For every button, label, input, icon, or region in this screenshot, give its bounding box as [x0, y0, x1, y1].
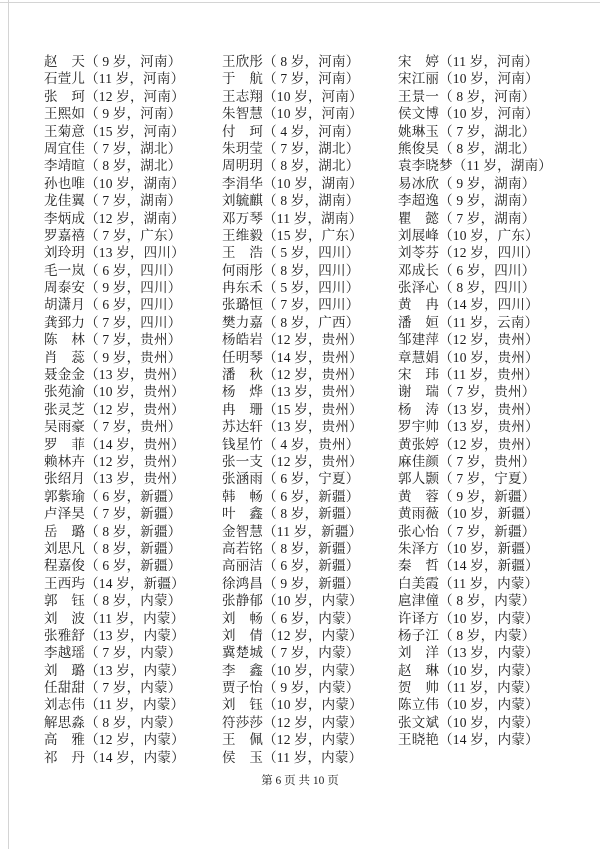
name-entry: 侯 玉（11 岁，内蒙）: [222, 749, 363, 765]
name-entry: 赵 天（ 9 岁，河南）: [44, 54, 182, 69]
name-entry: 邓成长（ 6 岁，四川）: [398, 262, 536, 278]
name-entry: 宋 玮（11 岁，贵州）: [398, 367, 539, 383]
name-entry: 刘玲玥（13 岁，四川）: [44, 245, 185, 261]
name-entry: 吴雨豪（ 7 岁，贵州）: [44, 419, 182, 435]
name-entry: 金智慧（11 岁，新疆）: [222, 523, 363, 539]
name-entry: 李炳成（12 岁，湖南）: [44, 210, 185, 226]
name-entry: 祁 丹（14 岁，内蒙）: [44, 749, 185, 765]
name-entry: 张静郁（10 岁，内蒙）: [222, 593, 363, 609]
name-entry: 李 鑫（10 岁，内蒙）: [222, 662, 363, 678]
name-entry: 钱星竹（ 4 岁，贵州）: [222, 436, 360, 452]
name-entry: 王景一（ 8 岁，河南）: [398, 88, 536, 104]
name-entry: 朱玥莹（ 7 岁，湖北）: [222, 140, 360, 156]
name-entry: 瞿 懿（ 7 岁，湖南）: [398, 210, 536, 226]
name-entry: 张泽心（ 8 岁，四川）: [398, 280, 536, 296]
name-entry: 赵 琳（10 岁，内蒙）: [398, 662, 539, 678]
name-entry: 王 浩（ 5 岁，四川）: [222, 245, 360, 261]
name-entry: 邹建萍（12 岁，贵州）: [398, 332, 539, 348]
name-entry: 王志翔（10 岁，河南）: [222, 88, 363, 104]
name-entry: 王晓艳（14 岁，内蒙）: [398, 732, 539, 748]
name-entry: 罗 菲（14 岁，贵州）: [44, 436, 185, 452]
name-entry: 韩 畅（ 6 岁，新疆）: [222, 488, 360, 504]
name-entry: 王 佩（12 岁，内蒙）: [222, 732, 363, 748]
name-entry: 麻佳颜（ 7 岁，贵州）: [398, 453, 536, 469]
name-entry: 张灵芝（12 岁，贵州）: [44, 401, 185, 417]
name-entry: 邓万琴（11 岁，湖南）: [222, 210, 363, 226]
name-entry: 付 珂（ 4 岁，河南）: [222, 123, 360, 139]
name-entry: 周明玥（ 8 岁，湖北）: [222, 158, 360, 174]
name-entry: 张一支（12 岁，贵州）: [222, 453, 363, 469]
name-entry: 李超逸（ 9 岁，湖南）: [398, 193, 536, 209]
name-entry: 毛一岚（ 6 岁，四川）: [44, 262, 182, 278]
name-entry: 冉东禾（ 5 岁，四川）: [222, 280, 360, 296]
name-entry: 叶 鑫（ 8 岁，新疆）: [222, 506, 360, 522]
name-entry: 龙佳翼（ 7 岁，湖南）: [44, 193, 182, 209]
name-entry: 黄张婷（12 岁，贵州）: [398, 436, 539, 452]
name-entry: 刘 畅（ 6 岁，内蒙）: [222, 610, 360, 626]
name-entry: 罗宇帅（13 岁，贵州）: [398, 419, 539, 435]
name-entry: 李涓华（10 岁，湖南）: [222, 175, 363, 191]
name-entry: 袁李晓梦（11 岁，湖南）: [398, 158, 552, 174]
name-entry: 解思淼（ 8 岁，内蒙）: [44, 714, 182, 730]
name-entry: 冀楚城（ 7 岁，内蒙）: [222, 645, 360, 661]
page-top-border: [0, 2, 600, 3]
name-entry: 何雨彤（ 8 岁，四川）: [222, 262, 360, 278]
name-entry: 陈 林（ 7 岁，贵州）: [44, 332, 182, 348]
name-entry: 宋江丽（10 岁，河南）: [398, 71, 539, 87]
name-entry: 孙也唯（10 岁，湖南）: [44, 175, 185, 191]
name-entry: 冉 珊（15 岁，贵州）: [222, 401, 363, 417]
page-number-footer: 第 6 页 共 10 页: [261, 775, 339, 787]
name-entry: 胡潇月（ 6 岁，四川）: [44, 297, 182, 313]
name-entry: 王熙如（ 9 岁，河南）: [44, 106, 182, 122]
name-entry: 刘志伟（11 岁，内蒙）: [44, 697, 185, 713]
name-entry: 王菊意（15 岁，河南）: [44, 123, 185, 139]
name-entry: 岳 璐（ 8 岁，新疆）: [44, 523, 182, 539]
name-entry: 苏达轩（13 岁，贵州）: [222, 419, 363, 435]
name-entry: 张雅舒（13 岁，内蒙）: [44, 627, 185, 643]
name-entry: 郭人颢（ 7 岁，宁夏）: [398, 471, 536, 487]
name-entry: 陈立伟（10 岁，内蒙）: [398, 697, 539, 713]
name-entry: 谢 瑞（ 7 岁，贵州）: [398, 384, 536, 400]
name-entry: 石萱儿（11 岁，河南）: [44, 71, 185, 87]
name-entry: 张 珂（12 岁，河南）: [44, 88, 185, 104]
name-column-2: [222, 53, 398, 766]
name-entry: 贾子怡（ 9 岁，内蒙）: [222, 680, 360, 696]
name-entry: 白美霞（11 岁，内蒙）: [398, 575, 539, 591]
name-column-3: [398, 53, 596, 766]
name-entry: 朱泽方（10 岁，新疆）: [398, 540, 539, 556]
name-entry: 易冰欣（ 9 岁，湖南）: [398, 175, 536, 191]
name-entry: 朱智慧（10 岁，河南）: [222, 106, 363, 122]
name-entry: 刘苓芬（12 岁，四川）: [398, 245, 539, 261]
name-entry: 刘展峰（10 岁，广东）: [398, 227, 539, 243]
name-entry: 高 雅（12 岁，内蒙）: [44, 732, 185, 748]
name-entry: 张涵雨（ 6 岁，宁夏）: [222, 471, 360, 487]
name-entry: 章慧娟（10 岁，贵州）: [398, 349, 539, 365]
name-entry: 熊俊昊（ 8 岁，湖北）: [398, 140, 536, 156]
name-entry: 任甜甜（ 7 岁，内蒙）: [44, 680, 182, 696]
name-entry: 王欣彤（ 8 岁，河南）: [222, 54, 360, 69]
name-column-1: [44, 53, 222, 766]
name-entry: 许译方（10 岁，内蒙）: [398, 610, 539, 626]
name-entry: 潘 姮（11 岁，云南）: [398, 314, 539, 330]
name-entry: 于 航（ 7 岁，河南）: [222, 71, 360, 87]
name-entry: 罗嘉禧（ 7 岁，广东）: [44, 227, 182, 243]
name-entry: 张文斌（10 岁，内蒙）: [398, 714, 539, 730]
name-entry: 杨 涛（13 岁，贵州）: [398, 401, 539, 417]
name-entry: 杨 烨（13 岁，贵州）: [222, 384, 363, 400]
name-entry: 杨子江（ 8 岁，内蒙）: [398, 627, 536, 643]
name-entry: 黄 冉（14 岁，四川）: [398, 297, 539, 313]
name-entry: 黄雨薇（10 岁，新疆）: [398, 506, 539, 522]
name-entry: 程嘉俊（ 6 岁，新疆）: [44, 558, 182, 574]
name-entry: 秦 哲（14 岁，新疆）: [398, 558, 539, 574]
name-entry: 李越瑶（ 7 岁，内蒙）: [44, 645, 182, 661]
name-entry: 刘思凡（ 8 岁，新疆）: [44, 540, 182, 556]
name-entry: 姚琳玉（ 7 岁，湖北）: [398, 123, 536, 139]
name-list: [44, 53, 596, 766]
name-entry: 周泰安（ 9 岁，四川）: [44, 280, 182, 296]
name-entry: 黄 蓉（ 9 岁，新疆）: [398, 488, 536, 504]
name-entry: 符莎莎（12 岁，内蒙）: [222, 714, 363, 730]
name-entry: 肖 蕊（ 9 岁，贵州）: [44, 349, 182, 365]
name-entry: 周宜佳（ 7 岁，湖北）: [44, 140, 182, 156]
name-entry: 郭紫瑜（ 6 岁，新疆）: [44, 488, 182, 504]
name-entry: 刘 钰（10 岁，内蒙）: [222, 697, 363, 713]
name-entry: 高丽洁（ 6 岁，新疆）: [222, 558, 360, 574]
page-left-border: [8, 0, 9, 849]
name-entry: 张璐恒（ 7 岁，四川）: [222, 297, 360, 313]
name-entry: 潘 秋（12 岁，贵州）: [222, 367, 363, 383]
name-entry: 任明琴（14 岁，贵州）: [222, 349, 363, 365]
name-entry: 刘毓麒（ 8 岁，湖南）: [222, 193, 360, 209]
name-entry: 杨皓岩（12 岁，贵州）: [222, 332, 363, 348]
name-entry: 刘 倩（12 岁，内蒙）: [222, 627, 363, 643]
name-entry: 刘 璐（13 岁，内蒙）: [44, 662, 185, 678]
name-entry: 宋 婷（11 岁，河南）: [398, 54, 539, 69]
name-entry: 赖林卉（12 岁，贵州）: [44, 453, 185, 469]
name-entry: 卢泽昊（ 7 岁，新疆）: [44, 506, 182, 522]
name-entry: 张绍月（13 岁，贵州）: [44, 471, 185, 487]
name-entry: 扈津僮（ 8 岁，内蒙）: [398, 593, 536, 609]
name-entry: 刘 波（11 岁，内蒙）: [44, 610, 185, 626]
name-entry: 王西玙（14 岁，新疆）: [44, 575, 185, 591]
name-entry: 王维毅（15 岁，广东）: [222, 227, 363, 243]
name-entry: 郭 钰（ 8 岁，内蒙）: [44, 593, 182, 609]
name-entry: 李靖暄（ 8 岁，湖北）: [44, 158, 182, 174]
name-entry: 龚郅力（ 7 岁，四川）: [44, 314, 182, 330]
name-entry: 聂金金（13 岁，贵州）: [44, 367, 185, 383]
name-entry: 侯文博（10 岁，河南）: [398, 106, 539, 122]
name-entry: 刘 洋（13 岁，内蒙）: [398, 645, 539, 661]
name-entry: 张苑渝（10 岁，贵州）: [44, 384, 185, 400]
name-entry: 贺 帅（11 岁，内蒙）: [398, 680, 539, 696]
name-entry: 徐鸿昌（ 9 岁，新疆）: [222, 575, 360, 591]
name-entry: 张心怡（ 7 岁，新疆）: [398, 523, 536, 539]
name-entry: 高若铭（ 8 岁，新疆）: [222, 540, 360, 556]
name-entry: 樊力嘉（ 8 岁，广西）: [222, 314, 360, 330]
